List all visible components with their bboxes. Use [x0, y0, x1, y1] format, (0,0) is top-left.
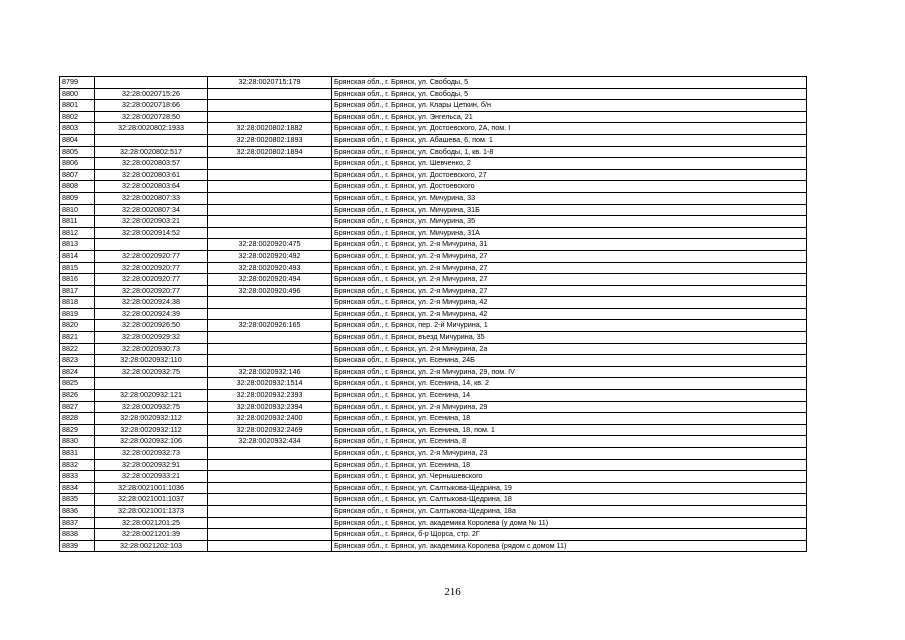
- table-row: [60, 471, 807, 483]
- address-cell: Брянская обл., г. Брянск, ул. Энгельса, 21: [332, 111, 807, 123]
- address-cell: Брянская обл., г. Брянск, ул. Салтыкова-Щедрина, 18: [332, 494, 807, 506]
- address-cell: Брянская обл., г. Брянск, ул. Свободы, 1, кв. 1-8: [332, 146, 807, 158]
- cadastral-number-cell: [208, 459, 332, 471]
- cadastral-number-cell: 32:28:0020802:1893: [208, 134, 332, 146]
- address-cell: Брянская обл., г. Брянск, ул. 2-я Мичурина, 42: [332, 297, 807, 309]
- table-row: [60, 274, 807, 286]
- row-number-cell: 8822: [60, 343, 95, 355]
- address-cell: Брянская обл., г. Брянск, ул. академика Королева (у дома № 11): [332, 517, 807, 529]
- table-row: [60, 401, 807, 413]
- row-number-cell: 8813: [60, 239, 95, 251]
- address-cell: Брянская обл., г. Брянск, ул. Достоевского, 2А, пом. I: [332, 123, 807, 135]
- row-number-cell: 8827: [60, 401, 95, 413]
- cadastral-number-cell: 32:28:0021001:1373: [95, 505, 208, 517]
- address-cell: Брянская обл., г. Брянск, ул. Мичурина, 33: [332, 192, 807, 204]
- row-number-cell: 8817: [60, 285, 95, 297]
- table-row: [60, 494, 807, 506]
- address-cell: Брянская обл., г. Брянск, ул. 2-я Мичурина, 23: [332, 448, 807, 460]
- address-cell: Брянская обл., г. Брянск, ул. Абашева, 6, пом. 1: [332, 134, 807, 146]
- cadastral-number-cell: 32:28:0020932:121: [95, 390, 208, 402]
- cadastral-number-cell: 32:28:0020715:26: [95, 88, 208, 100]
- table-row: [60, 448, 807, 460]
- address-cell: Брянская обл., г. Брянск, ул. Есенина, 18: [332, 413, 807, 425]
- cadastral-number-cell: [208, 158, 332, 170]
- row-number-cell: 8832: [60, 459, 95, 471]
- cadastral-number-cell: 32:28:0021001:1036: [95, 482, 208, 494]
- cadastral-number-cell: 32:28:0020920:77: [95, 285, 208, 297]
- cadastral-number-cell: [208, 308, 332, 320]
- address-cell: Брянская обл., г. Брянск, ул. 2-я Мичурина, 29, пом. IV: [332, 366, 807, 378]
- cadastral-number-cell: 32:28:0020802:1894: [208, 146, 332, 158]
- address-cell: Брянская обл., г. Брянск, ул. Есенина, 8: [332, 436, 807, 448]
- cadastral-number-cell: [95, 134, 208, 146]
- cadastral-number-cell: 32:28:0020932:112: [95, 413, 208, 425]
- table-row: [60, 88, 807, 100]
- table-row: [60, 134, 807, 146]
- table-row: [60, 262, 807, 274]
- cadastral-number-cell: 32:28:0020932:75: [95, 366, 208, 378]
- row-number-cell: 8818: [60, 297, 95, 309]
- row-number-cell: 8814: [60, 250, 95, 262]
- address-cell: Брянская обл., г. Брянск, пер. 2-й Мичурина, 1: [332, 320, 807, 332]
- cadastral-number-cell: [208, 505, 332, 517]
- address-cell: Брянская обл., г. Брянск, ул. 2-я Мичурина, 42: [332, 308, 807, 320]
- cadastral-number-cell: 32:28:0020914:52: [95, 227, 208, 239]
- cadastral-number-cell: [208, 343, 332, 355]
- cadastral-number-cell: [208, 355, 332, 367]
- cadastral-number-cell: 32:28:0020932:146: [208, 366, 332, 378]
- cadastral-number-cell: 32:28:0020920:494: [208, 274, 332, 286]
- table-row: [60, 77, 807, 89]
- address-cell: Брянская обл., г. Брянск, ул. Есенина, 18: [332, 459, 807, 471]
- cadastral-number-cell: [208, 448, 332, 460]
- table-row: [60, 436, 807, 448]
- address-cell: Брянская обл., г. Брянск, ул. 2-я Мичурина, 2а: [332, 343, 807, 355]
- table-row: [60, 320, 807, 332]
- cadastral-number-cell: [208, 100, 332, 112]
- table-row: [60, 529, 807, 541]
- cadastral-number-cell: [95, 77, 208, 89]
- cadastral-number-cell: 32:28:0020920:77: [95, 250, 208, 262]
- cadastral-number-cell: [208, 332, 332, 344]
- table-row: [60, 100, 807, 112]
- row-number-cell: 8800: [60, 88, 95, 100]
- cadastral-number-cell: [208, 111, 332, 123]
- cadastral-number-cell: 32:28:0020903:21: [95, 216, 208, 228]
- cadastral-number-cell: 32:28:0020807:33: [95, 192, 208, 204]
- row-number-cell: 8829: [60, 424, 95, 436]
- row-number-cell: 8820: [60, 320, 95, 332]
- row-number-cell: 8823: [60, 355, 95, 367]
- table-row: [60, 413, 807, 425]
- cadastral-number-cell: [208, 227, 332, 239]
- cadastral-number-cell: 32:28:0020932:2400: [208, 413, 332, 425]
- cadastral-number-cell: 32:28:0020803:61: [95, 169, 208, 181]
- row-number-cell: 8801: [60, 100, 95, 112]
- table-row: [60, 482, 807, 494]
- cadastral-number-cell: 32:28:0020929:32: [95, 332, 208, 344]
- cadastral-number-cell: 32:28:0020932:434: [208, 436, 332, 448]
- table-row: [60, 343, 807, 355]
- cadastral-number-cell: 32:28:0020807:34: [95, 204, 208, 216]
- cadastral-number-cell: 32:28:0020930:73: [95, 343, 208, 355]
- address-cell: Брянская обл., г. Брянск, ул. Мичурина, 35: [332, 216, 807, 228]
- table-row: [60, 227, 807, 239]
- table-row: [60, 505, 807, 517]
- cadastral-number-cell: 32:28:0021202:103: [95, 540, 208, 552]
- table-row: [60, 146, 807, 158]
- row-number-cell: 8802: [60, 111, 95, 123]
- address-cell: Брянская обл., г. Брянск, ул. 2-я Мичурина, 27: [332, 285, 807, 297]
- cadastral-number-cell: 32:28:0020802:517: [95, 146, 208, 158]
- cadastral-number-cell: 32:28:0020803:57: [95, 158, 208, 170]
- row-number-cell: 8815: [60, 262, 95, 274]
- address-cell: Брянская обл., г. Брянск, б-р Щорса, стр. 2Г: [332, 529, 807, 541]
- row-number-cell: 8837: [60, 517, 95, 529]
- address-cell: Брянская обл., г. Брянск, ул. 2-я Мичурина, 31: [332, 239, 807, 251]
- row-number-cell: 8839: [60, 540, 95, 552]
- table-row: [60, 250, 807, 262]
- address-cell: Брянская обл., г. Брянск, ул. Свободы, 5: [332, 88, 807, 100]
- table-row: [60, 459, 807, 471]
- cadastral-number-cell: 32:28:0020715:179: [208, 77, 332, 89]
- address-cell: Брянская обл., г. Брянск, ул. 2-я Мичурина, 27: [332, 250, 807, 262]
- table-row: [60, 181, 807, 193]
- cadastral-number-cell: 32:28:0020932:2394: [208, 401, 332, 413]
- table-row: [60, 123, 807, 135]
- cadastral-number-cell: [208, 540, 332, 552]
- cadastral-number-cell: [208, 529, 332, 541]
- cadastral-number-cell: 32:28:0020932:112: [95, 424, 208, 436]
- cadastral-number-cell: [208, 181, 332, 193]
- row-number-cell: 8799: [60, 77, 95, 89]
- row-number-cell: 8828: [60, 413, 95, 425]
- row-number-cell: 8821: [60, 332, 95, 344]
- row-number-cell: 8826: [60, 390, 95, 402]
- address-cell: Брянская обл., г. Брянск, ул. Шевченко, 2: [332, 158, 807, 170]
- cadastral-number-cell: 32:28:0020920:493: [208, 262, 332, 274]
- row-number-cell: 8803: [60, 123, 95, 135]
- cadastral-number-cell: [208, 216, 332, 228]
- cadastral-number-cell: [208, 297, 332, 309]
- table-body: [60, 77, 807, 552]
- cadastral-number-cell: [208, 169, 332, 181]
- row-number-cell: 8807: [60, 169, 95, 181]
- row-number-cell: 8810: [60, 204, 95, 216]
- cadastral-number-cell: 32:28:0020926:165: [208, 320, 332, 332]
- row-number-cell: 8834: [60, 482, 95, 494]
- cadastral-number-cell: 32:28:0020802:1882: [208, 123, 332, 135]
- table-row: [60, 111, 807, 123]
- row-number-cell: 8809: [60, 192, 95, 204]
- cadastral-number-cell: 32:28:0020920:496: [208, 285, 332, 297]
- table-row: [60, 169, 807, 181]
- cadastral-number-cell: 32:28:0020920:77: [95, 262, 208, 274]
- table-row: [60, 285, 807, 297]
- table-row: [60, 158, 807, 170]
- row-number-cell: 8819: [60, 308, 95, 320]
- address-cell: Брянская обл., г. Брянск, ул. Есенина, 14, кв. 2: [332, 378, 807, 390]
- row-number-cell: 8831: [60, 448, 95, 460]
- row-number-cell: 8836: [60, 505, 95, 517]
- cadastral-number-cell: 32:28:0020932:1514: [208, 378, 332, 390]
- row-number-cell: 8805: [60, 146, 95, 158]
- table-row: [60, 204, 807, 216]
- cadastral-number-cell: [208, 192, 332, 204]
- cadastral-number-cell: 32:28:0020718:66: [95, 100, 208, 112]
- cadastral-number-cell: [208, 482, 332, 494]
- cadastral-number-cell: 32:28:0021001:1037: [95, 494, 208, 506]
- address-cell: Брянская обл., г. Брянск, ул. 2-я Мичурина, 29: [332, 401, 807, 413]
- address-cell: Брянская обл., г. Брянск, ул. Салтыкова-Щедрина, 19: [332, 482, 807, 494]
- table-row: [60, 332, 807, 344]
- row-number-cell: 8830: [60, 436, 95, 448]
- cadastral-number-cell: 32:28:0020924:39: [95, 308, 208, 320]
- cadastral-number-cell: 32:28:0020920:77: [95, 274, 208, 286]
- cadastral-number-cell: 32:28:0020802:1933: [95, 123, 208, 135]
- cadastral-number-cell: 32:28:0020932:2393: [208, 390, 332, 402]
- address-cell: Брянская обл., г. Брянск, ул. Есенина, 24Б: [332, 355, 807, 367]
- row-number-cell: 8811: [60, 216, 95, 228]
- cadastral-table: [59, 76, 807, 552]
- table-row: [60, 308, 807, 320]
- table-row: [60, 517, 807, 529]
- cadastral-number-cell: 32:28:0021201:25: [95, 517, 208, 529]
- row-number-cell: 8835: [60, 494, 95, 506]
- table-row: [60, 297, 807, 309]
- cadastral-number-cell: 32:28:0020920:475: [208, 239, 332, 251]
- cadastral-number-cell: 32:28:0020924:38: [95, 297, 208, 309]
- cadastral-number-cell: [95, 239, 208, 251]
- address-cell: Брянская обл., г. Брянск, ул. Есенина, 14: [332, 390, 807, 402]
- table-row: [60, 192, 807, 204]
- row-number-cell: 8824: [60, 366, 95, 378]
- cadastral-number-cell: 32:28:0020932:2469: [208, 424, 332, 436]
- table-row: [60, 424, 807, 436]
- cadastral-number-cell: 32:28:0020932:110: [95, 355, 208, 367]
- row-number-cell: 8808: [60, 181, 95, 193]
- address-cell: Брянская обл., г. Брянск, ул. 2-я Мичурина, 27: [332, 274, 807, 286]
- address-cell: Брянская обл., г. Брянск, ул. академика Королева (рядом с домом 11): [332, 540, 807, 552]
- table-row: [60, 390, 807, 402]
- cadastral-number-cell: 32:28:0021201:39: [95, 529, 208, 541]
- page-number: 216: [444, 586, 461, 598]
- cadastral-number-cell: [208, 471, 332, 483]
- cadastral-number-cell: 32:28:0020926:50: [95, 320, 208, 332]
- cadastral-number-cell: 32:28:0020933:21: [95, 471, 208, 483]
- address-cell: Брянская обл., г. Брянск, ул. Мичурина, 31А: [332, 227, 807, 239]
- row-number-cell: 8838: [60, 529, 95, 541]
- cadastral-number-cell: [208, 517, 332, 529]
- row-number-cell: 8833: [60, 471, 95, 483]
- address-cell: Брянская обл., г. Брянск, ул. Салтыкова-Щедрина, 18а: [332, 505, 807, 517]
- cadastral-number-cell: [95, 378, 208, 390]
- row-number-cell: 8825: [60, 378, 95, 390]
- row-number-cell: 8816: [60, 274, 95, 286]
- cadastral-number-cell: 32:28:0020932:106: [95, 436, 208, 448]
- row-number-cell: 8812: [60, 227, 95, 239]
- address-cell: Брянская обл., г. Брянск, ул. Мичурина, 31Б: [332, 204, 807, 216]
- address-cell: Брянская обл., г. Брянск, ул. Клары Цеткин, б/н: [332, 100, 807, 112]
- address-cell: Брянская обл., г. Брянск, въезд Мичурина, 35: [332, 332, 807, 344]
- table-row: [60, 355, 807, 367]
- address-cell: Брянская обл., г. Брянск, ул. Есенина, 18, пом. 1: [332, 424, 807, 436]
- table-row: [60, 366, 807, 378]
- address-cell: Брянская обл., г. Брянск, ул. 2-я Мичурина, 27: [332, 262, 807, 274]
- cadastral-number-cell: 32:28:0020932:91: [95, 459, 208, 471]
- cadastral-number-cell: [208, 88, 332, 100]
- table-row: [60, 239, 807, 251]
- cadastral-number-cell: [208, 204, 332, 216]
- cadastral-number-cell: 32:28:0020803:64: [95, 181, 208, 193]
- table-row: [60, 378, 807, 390]
- cadastral-number-cell: 32:28:0020920:492: [208, 250, 332, 262]
- row-number-cell: 8806: [60, 158, 95, 170]
- address-cell: Брянская обл., г. Брянск, ул. Достоевского: [332, 181, 807, 193]
- address-cell: Брянская обл., г. Брянск, ул. Достоевского, 27: [332, 169, 807, 181]
- address-cell: Брянская обл., г. Брянск, ул. Свободы, 5: [332, 77, 807, 89]
- cadastral-number-cell: 32:28:0020932:73: [95, 448, 208, 460]
- row-number-cell: 8804: [60, 134, 95, 146]
- cadastral-number-cell: 32:28:0020932:75: [95, 401, 208, 413]
- cadastral-number-cell: [208, 494, 332, 506]
- cadastral-number-cell: 32:28:0020728:50: [95, 111, 208, 123]
- table-row: [60, 216, 807, 228]
- address-cell: Брянская обл., г. Брянск, ул. Чернышевского: [332, 471, 807, 483]
- table-row: [60, 540, 807, 552]
